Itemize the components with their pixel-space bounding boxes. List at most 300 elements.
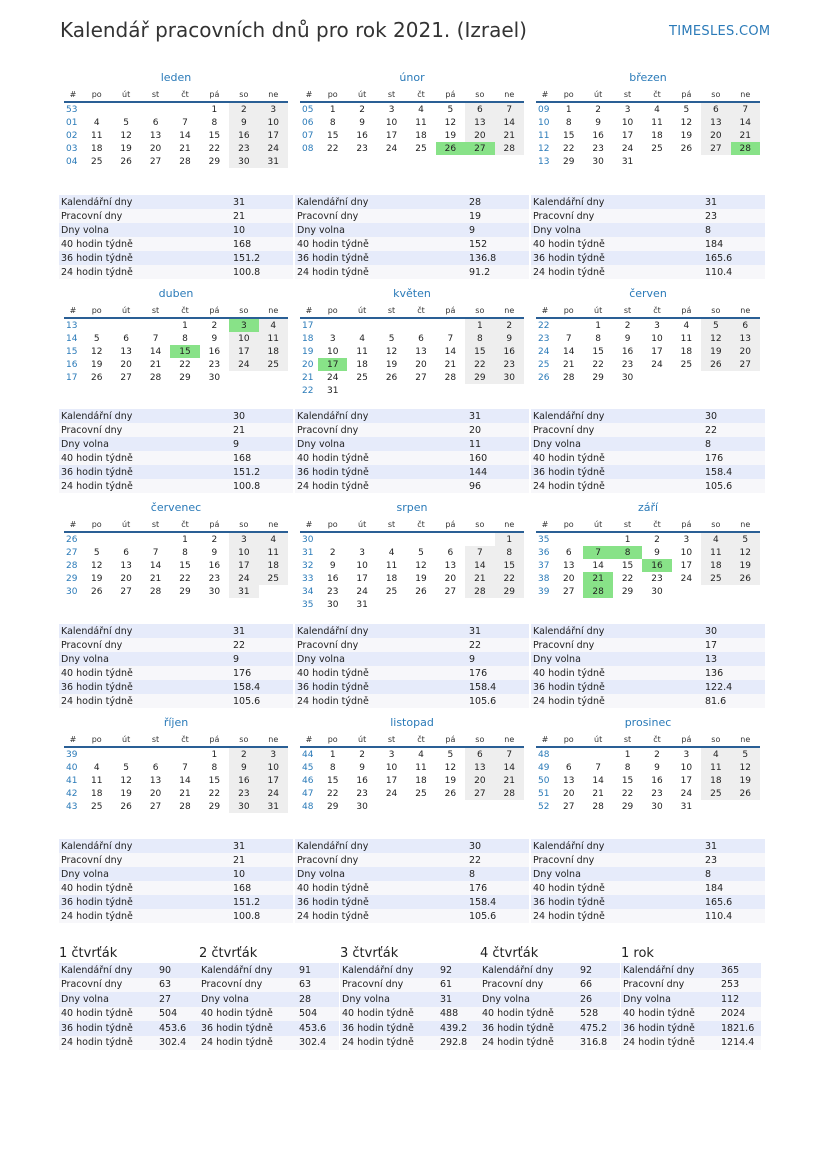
day-cell <box>406 598 435 611</box>
weekday-header: po <box>318 303 347 318</box>
week-number: 19 <box>302 346 314 357</box>
day-cell: 6 <box>465 747 494 761</box>
day-cell: 24 <box>385 788 398 799</box>
day-cell: 28 <box>149 372 162 383</box>
weekday-header: út <box>583 732 612 747</box>
day-cell: 5 <box>93 547 100 558</box>
day-cell: 29 <box>465 371 494 384</box>
day-cell: 22 <box>326 788 339 799</box>
day-cell: 21 <box>149 359 162 370</box>
stat-label: Dny volna <box>199 992 297 1007</box>
day-cell <box>141 532 170 546</box>
day-cell: 2 <box>211 534 218 545</box>
weekday-header: ne <box>259 517 288 532</box>
day-cell: 12 <box>731 546 760 559</box>
weekday-header: pá <box>200 303 229 318</box>
stat-label: Pracovní dny <box>531 638 703 652</box>
day-cell: 12 <box>731 761 760 774</box>
week-number: 03 <box>66 143 78 154</box>
day-cell: 22 <box>179 359 191 370</box>
weekday-header: čt <box>406 87 435 102</box>
stat-label: 36 hodin týdně <box>531 465 703 479</box>
stat-value: 504 <box>157 1007 199 1022</box>
day-cell: 29 <box>495 585 524 598</box>
day-cell: 10 <box>680 762 693 773</box>
day-cell: 2 <box>495 318 524 332</box>
stat-label: 36 hodin týdně <box>199 1021 297 1036</box>
day-cell: 4 <box>701 532 730 546</box>
stat-value: 144 <box>467 465 529 479</box>
day-cell: 13 <box>731 332 760 345</box>
week-number: 52 <box>538 801 550 812</box>
stat-value: 176 <box>231 666 293 680</box>
day-cell: 15 <box>170 345 199 358</box>
day-cell: 9 <box>211 333 218 344</box>
stat-value: 453.6 <box>297 1021 339 1036</box>
weekday-header: po <box>82 517 111 532</box>
day-cell: 18 <box>356 359 368 370</box>
stat-label: 36 hodin týdně <box>295 465 467 479</box>
month-calendar <box>64 501 288 598</box>
day-cell: 29 <box>592 372 604 383</box>
day-cell: 26 <box>444 788 457 799</box>
day-cell: 21 <box>495 774 524 787</box>
stat-label: Dny volna <box>295 437 467 451</box>
day-cell: 7 <box>583 546 612 559</box>
summary-block <box>480 946 620 1050</box>
weekday-header: út <box>111 517 140 532</box>
day-cell: 16 <box>356 130 368 141</box>
stat-label: Kalendářní dny <box>59 624 231 638</box>
month-name: březen <box>629 71 667 84</box>
stat-label: Kalendářní dny <box>531 624 703 638</box>
stat-value: 21 <box>231 423 293 437</box>
day-cell: 29 <box>621 586 634 597</box>
weekday-header: út <box>347 732 376 747</box>
stat-value: 17 <box>703 638 765 652</box>
stat-value: 23 <box>703 209 765 223</box>
stat-value: 8 <box>703 223 765 237</box>
day-cell: 18 <box>259 559 288 572</box>
day-cell: 24 <box>651 359 663 370</box>
day-cell <box>436 532 465 546</box>
day-cell <box>701 371 730 384</box>
stat-label: 24 hodin týdně <box>59 909 231 923</box>
weekday-header: st <box>141 87 170 102</box>
day-cell: 4 <box>418 104 424 115</box>
weekday-header: čt <box>642 303 671 318</box>
day-cell: 24 <box>621 143 634 154</box>
weekday-header: # <box>64 732 82 747</box>
day-cell: 2 <box>359 749 365 760</box>
day-cell: 15 <box>326 775 339 786</box>
day-cell: 21 <box>495 129 524 142</box>
day-cell <box>229 371 258 384</box>
day-cell: 26 <box>120 156 132 167</box>
month-name: červen <box>629 287 667 300</box>
day-cell: 22 <box>326 143 339 154</box>
day-cell: 17 <box>356 573 368 584</box>
stat-label: 40 hodin týdně <box>199 1007 297 1022</box>
day-cell: 26 <box>415 586 427 597</box>
day-cell: 28 <box>495 787 524 800</box>
day-cell: 16 <box>495 345 524 358</box>
stat-label: 36 hodin týdně <box>59 680 231 694</box>
stat-value: 160 <box>467 451 529 465</box>
weekday-header: # <box>536 517 554 532</box>
day-cell <box>111 747 140 761</box>
day-cell: 20 <box>562 573 575 584</box>
day-cell: 9 <box>211 547 218 558</box>
week-number: 44 <box>302 749 314 760</box>
week-number: 45 <box>302 762 314 773</box>
weekday-header: st <box>377 517 406 532</box>
day-cell: 6 <box>123 547 129 558</box>
day-cell: 19 <box>90 359 103 370</box>
stat-value: 22 <box>231 638 293 652</box>
day-cell: 9 <box>654 547 660 558</box>
week-number: 26 <box>538 372 550 383</box>
stat-label: Kalendářní dny <box>531 839 703 853</box>
day-cell: 27 <box>120 586 132 597</box>
day-cell: 23 <box>651 573 663 584</box>
stat-value: 10 <box>231 867 293 881</box>
day-cell: 25 <box>651 143 663 154</box>
day-cell: 21 <box>583 572 612 585</box>
day-cell: 9 <box>329 560 336 571</box>
stat-label: 36 hodin týdně <box>295 680 467 694</box>
day-cell <box>465 532 494 546</box>
day-cell: 9 <box>624 333 631 344</box>
day-cell: 20 <box>562 788 575 799</box>
week-number: 37 <box>538 560 550 571</box>
day-cell <box>259 371 288 384</box>
stat-value: 176 <box>467 881 529 895</box>
day-cell: 22 <box>562 143 575 154</box>
stat-value: 10 <box>231 223 293 237</box>
stat-value: 23 <box>703 853 765 867</box>
stat-value: 151.2 <box>231 251 293 265</box>
day-cell: 9 <box>654 762 660 773</box>
day-cell: 13 <box>120 346 132 357</box>
day-cell: 1 <box>329 104 336 115</box>
stat-label: 40 hodin týdně <box>480 1007 578 1022</box>
stat-label: 24 hodin týdně <box>480 1036 578 1051</box>
weekday-header: pá <box>200 517 229 532</box>
stat-value: 184 <box>703 237 765 251</box>
day-cell <box>701 800 730 813</box>
stat-value: 100.8 <box>231 265 293 279</box>
stat-value: 105.6 <box>703 479 765 493</box>
stat-label: Pracovní dny <box>531 423 703 437</box>
weekday-header: so <box>701 87 730 102</box>
stat-value: 168 <box>231 237 293 251</box>
day-cell <box>318 532 347 546</box>
month-calendar <box>64 71 288 168</box>
day-cell: 19 <box>120 788 132 799</box>
day-cell: 20 <box>120 359 132 370</box>
week-number: 09 <box>538 104 550 115</box>
day-cell: 11 <box>259 546 288 559</box>
week-number: 46 <box>302 775 314 786</box>
day-cell: 12 <box>415 560 427 571</box>
summary-block <box>340 946 480 1050</box>
weekday-header: po <box>318 517 347 532</box>
week-number: 40 <box>66 762 78 773</box>
day-cell <box>495 384 524 397</box>
day-cell: 20 <box>120 573 132 584</box>
month-name: duben <box>158 287 194 300</box>
stat-label: 40 hodin týdně <box>295 451 467 465</box>
day-cell: 9 <box>495 332 524 345</box>
weekday-header: po <box>554 87 583 102</box>
month-calendar <box>536 716 760 813</box>
day-cell <box>170 747 199 761</box>
day-cell: 11 <box>680 333 693 344</box>
stat-label: Pracovní dny <box>295 209 467 223</box>
stat-value: 1821.6 <box>719 1021 761 1036</box>
day-cell: 4 <box>359 333 365 344</box>
day-cell: 21 <box>731 129 760 142</box>
day-cell: 26 <box>701 358 730 371</box>
week-number: 26 <box>66 534 78 545</box>
day-cell: 11 <box>651 117 663 128</box>
stat-value: 110.4 <box>703 265 765 279</box>
weekday-header: čt <box>170 517 199 532</box>
day-cell: 5 <box>731 747 760 761</box>
stat-label: 24 hodin týdně <box>59 479 231 493</box>
weekday-header: so <box>229 303 258 318</box>
day-cell: 30 <box>326 599 339 610</box>
week-number: 51 <box>538 788 550 799</box>
month-stats <box>295 195 529 279</box>
week-number: 08 <box>302 143 314 154</box>
stat-label: 24 hodin týdně <box>531 694 703 708</box>
day-cell <box>406 318 435 332</box>
stat-value: 28 <box>297 992 339 1007</box>
day-cell <box>406 384 435 397</box>
day-cell: 16 <box>651 775 663 786</box>
summary-block <box>199 946 339 1050</box>
day-cell <box>731 585 760 598</box>
stat-value: 27 <box>157 992 199 1007</box>
day-cell: 17 <box>385 775 398 786</box>
day-cell: 28 <box>179 156 191 167</box>
stat-value: 19 <box>467 209 529 223</box>
day-cell: 28 <box>179 801 191 812</box>
stat-value: 22 <box>467 638 529 652</box>
stat-label: 36 hodin týdně <box>295 251 467 265</box>
month-calendar <box>300 716 524 813</box>
week-number: 17 <box>66 372 78 383</box>
day-cell <box>672 155 701 168</box>
day-cell: 20 <box>701 129 730 142</box>
weekday-header: ne <box>731 303 760 318</box>
day-cell: 8 <box>211 117 218 128</box>
weekday-header: pá <box>200 87 229 102</box>
stat-value: 91.2 <box>467 265 529 279</box>
day-cell: 17 <box>229 345 258 358</box>
day-cell: 1 <box>624 534 631 545</box>
stat-value: 9 <box>467 652 529 666</box>
weekday-header: ne <box>259 87 288 102</box>
day-cell: 14 <box>179 775 191 786</box>
day-cell: 5 <box>418 547 424 558</box>
day-cell: 1 <box>624 749 631 760</box>
stat-label: Kalendářní dny <box>295 624 467 638</box>
week-number: 12 <box>538 143 550 154</box>
day-cell: 6 <box>565 547 572 558</box>
stat-label: 40 hodin týdně <box>531 237 703 251</box>
day-cell <box>583 532 612 546</box>
stat-label: Kalendářní dny <box>531 409 703 423</box>
month-stats <box>59 839 293 923</box>
week-number: 07 <box>302 130 314 141</box>
stat-value: 31 <box>231 839 293 853</box>
day-cell: 6 <box>465 102 494 116</box>
day-cell: 7 <box>182 117 188 128</box>
stat-value: 316.8 <box>578 1036 620 1051</box>
stat-value: 30 <box>467 839 529 853</box>
stat-label: Dny volna <box>340 992 438 1007</box>
stat-label: 24 hodin týdně <box>295 909 467 923</box>
month-calendar <box>64 287 288 384</box>
day-cell: 18 <box>701 559 730 572</box>
day-cell: 6 <box>731 318 760 332</box>
week-number: 38 <box>538 573 550 584</box>
day-cell: 9 <box>359 762 365 773</box>
weekday-header: pá <box>672 303 701 318</box>
stat-value: 30 <box>703 624 765 638</box>
week-number: 35 <box>538 534 550 545</box>
stat-label: Dny volna <box>59 437 231 451</box>
stat-value: 122.4 <box>703 680 765 694</box>
day-cell: 15 <box>495 559 524 572</box>
week-number: 48 <box>302 801 314 812</box>
weekday-header: st <box>613 732 642 747</box>
stat-value: 152 <box>467 237 529 251</box>
day-cell <box>141 318 170 332</box>
stat-label: 36 hodin týdně <box>59 895 231 909</box>
stat-label: Dny volna <box>621 992 719 1007</box>
day-cell: 23 <box>621 359 634 370</box>
day-cell: 21 <box>444 359 457 370</box>
stat-value: 31 <box>467 624 529 638</box>
day-cell <box>347 318 376 332</box>
day-cell: 29 <box>621 801 634 812</box>
day-cell: 23 <box>592 143 604 154</box>
month-name: květen <box>393 287 431 300</box>
day-cell: 26 <box>385 372 398 383</box>
day-cell: 28 <box>592 801 604 812</box>
month-stats <box>59 624 293 708</box>
day-cell: 28 <box>495 142 524 155</box>
stat-label: 24 hodin týdně <box>59 265 231 279</box>
day-cell: 18 <box>415 775 427 786</box>
day-cell: 26 <box>436 142 465 155</box>
weekday-header: čt <box>406 303 435 318</box>
day-cell: 20 <box>465 774 494 787</box>
weekday-header: út <box>583 87 612 102</box>
day-cell: 24 <box>259 142 288 155</box>
weekday-header: so <box>229 732 258 747</box>
weekday-header: ne <box>495 303 524 318</box>
day-cell: 1 <box>182 320 188 331</box>
day-cell: 7 <box>731 102 760 116</box>
weekday-header: út <box>583 517 612 532</box>
weekday-header: st <box>141 517 170 532</box>
stat-value: 453.6 <box>157 1021 199 1036</box>
day-cell: 27 <box>120 372 132 383</box>
weekday-header: pá <box>436 87 465 102</box>
weekday-header: pá <box>436 732 465 747</box>
day-cell: 19 <box>90 573 103 584</box>
day-cell: 18 <box>701 774 730 787</box>
day-cell: 17 <box>651 346 663 357</box>
day-cell: 25 <box>90 156 103 167</box>
day-cell: 11 <box>90 775 103 786</box>
stat-value: 13 <box>703 652 765 666</box>
day-cell: 15 <box>208 775 221 786</box>
stat-value: 184 <box>703 881 765 895</box>
weekday-header: ne <box>495 87 524 102</box>
day-cell <box>82 318 111 332</box>
day-cell <box>377 532 406 546</box>
month-name: listopad <box>390 716 434 729</box>
stat-label: Dny volna <box>531 652 703 666</box>
day-cell: 23 <box>326 586 339 597</box>
stat-value: 105.6 <box>467 909 529 923</box>
day-cell: 8 <box>211 762 218 773</box>
stat-label: 24 hodin týdně <box>295 479 467 493</box>
stat-label: 24 hodin týdně <box>59 1036 157 1051</box>
stat-label: 40 hodin týdně <box>621 1007 719 1022</box>
day-cell: 5 <box>388 333 395 344</box>
day-cell <box>731 800 760 813</box>
month-name: únor <box>399 71 425 84</box>
stat-label: 40 hodin týdně <box>531 881 703 895</box>
day-cell: 21 <box>179 143 191 154</box>
day-cell: 7 <box>447 333 454 344</box>
day-cell <box>377 384 406 397</box>
week-number: 30 <box>66 586 78 597</box>
stat-value: 105.6 <box>231 694 293 708</box>
brand-link[interactable]: TIMESLES.COM <box>669 24 771 39</box>
day-cell: 18 <box>259 345 288 358</box>
day-cell <box>642 155 671 168</box>
day-cell: 12 <box>444 117 457 128</box>
summary-title: 1 rok <box>621 946 654 961</box>
stat-label: Dny volna <box>531 867 703 881</box>
day-cell: 13 <box>149 775 162 786</box>
day-cell: 15 <box>621 560 634 571</box>
stat-value: 176 <box>703 451 765 465</box>
weekday-header: so <box>701 732 730 747</box>
day-cell: 5 <box>123 762 129 773</box>
weekday-header: út <box>111 87 140 102</box>
day-cell: 8 <box>595 333 601 344</box>
stat-value: 165.6 <box>703 895 765 909</box>
day-cell: 28 <box>583 585 612 598</box>
day-cell <box>82 747 111 761</box>
day-cell: 3 <box>624 104 631 115</box>
stat-label: Pracovní dny <box>621 978 719 993</box>
day-cell: 21 <box>149 573 162 584</box>
day-cell: 7 <box>152 333 159 344</box>
week-number: 16 <box>66 359 78 370</box>
stat-label: Pracovní dny <box>199 978 297 993</box>
stat-label: 36 hodin týdně <box>480 1021 578 1036</box>
